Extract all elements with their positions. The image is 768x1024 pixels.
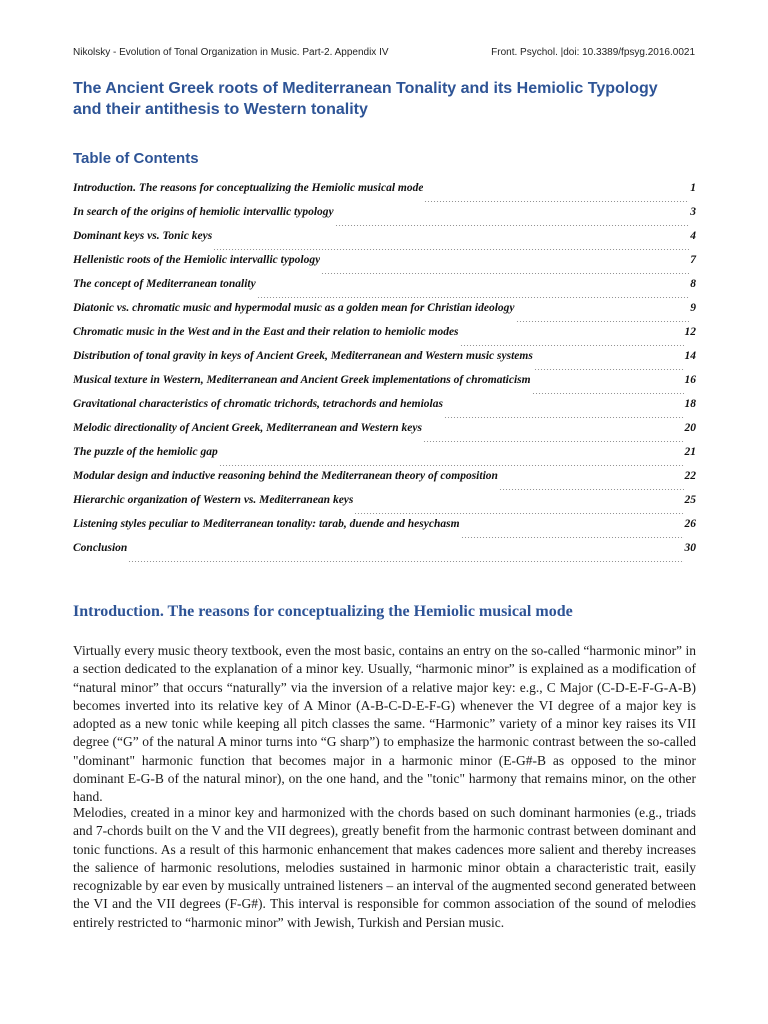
toc-entry-title: Modular design and inductive reasoning behind the Mediterranean theory of composition xyxy=(73,470,498,482)
toc-entry-9[interactable] xyxy=(73,374,696,398)
toc-entry-title: Chromatic music in the West and in the East and their relation to hemiolic modes xyxy=(73,326,459,338)
toc-heading: Table of Contents xyxy=(73,150,199,167)
toc-dot-leader xyxy=(257,297,690,298)
toc-entry-page: 18 xyxy=(684,398,696,410)
section-heading: Introduction. The reasons for conceptualizing the Hemiolic musical mode xyxy=(73,603,573,620)
toc-entry-page: 12 xyxy=(684,326,696,338)
toc-dot-leader xyxy=(534,369,684,370)
toc-entry-page: 21 xyxy=(684,446,696,458)
toc-entry-5[interactable] xyxy=(73,278,696,302)
toc-entry-1[interactable] xyxy=(73,182,696,206)
toc-entry-14[interactable] xyxy=(73,494,696,518)
toc-entry-title: Melodic directionality of Ancient Greek, Mediterranean and Western keys xyxy=(73,422,422,434)
toc-entry-title: Musical texture in Western, Mediterranean and Ancient Greek implementations of chromaticism xyxy=(73,374,531,386)
toc-entry-13[interactable] xyxy=(73,470,696,494)
toc-entry-page: 8 xyxy=(690,278,696,290)
toc-entry-title: The puzzle of the hemiolic gap xyxy=(73,446,218,458)
toc-entry-16[interactable] xyxy=(73,542,696,566)
toc-dot-leader xyxy=(219,465,684,466)
toc-entry-page: 22 xyxy=(684,470,696,482)
toc-dot-leader xyxy=(423,441,684,442)
toc-dot-leader xyxy=(532,393,684,394)
toc-entry-page: 3 xyxy=(690,206,696,218)
toc-entry-title: Distribution of tonal gravity in keys of Ancient Greek, Mediterranean and Western music systems xyxy=(73,350,533,362)
toc-dot-leader xyxy=(499,489,684,490)
toc-entry-title: In search of the origins of hemiolic intervallic typology xyxy=(73,206,334,218)
toc-entry-page: 20 xyxy=(684,422,696,434)
toc-entry-2[interactable] xyxy=(73,206,696,230)
toc-entry-title: Hellenistic roots of the Hemiolic intervallic typology xyxy=(73,254,321,266)
toc-entry-8[interactable] xyxy=(73,350,696,374)
toc-dot-leader xyxy=(460,345,684,346)
toc-entry-10[interactable] xyxy=(73,398,696,422)
toc-entry-page: 14 xyxy=(684,350,696,362)
toc-entry-3[interactable] xyxy=(73,230,696,254)
toc-dot-leader xyxy=(461,537,684,538)
toc-entry-page: 26 xyxy=(684,518,696,530)
toc-dot-leader xyxy=(213,249,689,250)
toc-entry-title: Gravitational characteristics of chromatic trichords, tetrachords and hemiolas xyxy=(73,398,443,410)
toc-entry-title: Dominant keys vs. Tonic keys xyxy=(73,230,213,242)
header-right: Front. Psychol. |doi: 10.3389/fpsyg.2016.0021 xyxy=(491,47,695,58)
toc-dot-leader xyxy=(128,561,683,562)
toc-dot-leader xyxy=(354,513,683,514)
toc-dot-leader xyxy=(516,321,690,322)
toc-dot-leader xyxy=(321,273,689,274)
toc-dot-leader xyxy=(444,417,684,418)
toc-entry-title: The concept of Mediterranean tonality xyxy=(73,278,256,290)
toc-dot-leader xyxy=(424,201,689,202)
toc-entry-title: Hierarchic organization of Western vs. Mediterranean keys xyxy=(73,494,354,506)
toc-entry-page: 4 xyxy=(690,230,696,242)
toc-entry-page: 1 xyxy=(690,182,696,194)
body-paragraph-2: Melodies, created in a minor key and harmonized with the chords based on such dominant harmonies (e.g., triads and 7-chords built on the V and the VII degrees), greatly benefit from the harmonic contrast between dominant and tonic functions. As a result of this harmonic enhancement that makes cadences more salient and thereby increases the salience of harmonic resolutions, melodies sustained in harmonic minor obtain a characteristic trait, easily recognizable by ear even by musically untrained listeners – an interval of the augmented second generated between the VI and the VII degrees (F-G#). This interval is responsible for common association of the sound of melodies entirely restricted to “harmonic minor” with Jewish, Turkish and Persian music. xyxy=(73,805,696,930)
toc-entry-title: Listening styles peculiar to Mediterranean tonality: tarab, duende and hesychasm xyxy=(73,518,460,530)
toc-entry-15[interactable] xyxy=(73,518,696,542)
toc-entry-page: 25 xyxy=(684,494,696,506)
toc-entry-4[interactable] xyxy=(73,254,696,278)
toc-entry-page: 30 xyxy=(684,542,696,554)
toc-dot-leader xyxy=(335,225,690,226)
toc-entry-title: Introduction. The reasons for conceptualizing the Hemiolic musical mode xyxy=(73,182,424,194)
toc-entry-page: 16 xyxy=(684,374,696,386)
toc-entry-11[interactable] xyxy=(73,422,696,446)
toc-entry-title: Diatonic vs. chromatic music and hypermodal music as a golden mean for Christian ideology xyxy=(73,302,515,314)
toc-entry-7[interactable] xyxy=(73,326,696,350)
toc-entry-12[interactable] xyxy=(73,446,696,470)
running-header xyxy=(73,47,695,58)
document-title: The Ancient Greek roots of Mediterranean Tonality and its Hemiolic Typology and their antithesis to Western tonality xyxy=(73,80,658,118)
header-left: Nikolsky - Evolution of Tonal Organization in Music. Part-2. Appendix IV xyxy=(73,47,389,58)
body-paragraph-1: Virtually every music theory textbook, even the most basic, contains an entry on the so-called “harmonic minor” in a section dedicated to the explanation of a minor key. Usually, “harmonic minor” is explained as a modification of “natural minor” that occurs “naturally” via the inversion of a relative major key: e.g., C Major (C-D-E-F-G-A-B) becomes inverted into its relative key of A Minor (A-B-C-D-E-F-G) whenever the VI degree of a major key is adopted as a new tonic while keeping all pitch classes the same. “Harmonic” variety of a minor key raises its VII degree (“G” of the natural A minor turns into “G sharp”) to emphasize the harmonic contrast between the so-called "dominant" harmonic function that becomes major in a harmonic minor (E-G#-B as opposed to the minor dominant E-G-B of the natural minor), on the one hand, and the "tonic" harmony that remains minor, on the other hand. xyxy=(73,643,696,805)
toc-entry-page: 9 xyxy=(690,302,696,314)
toc-entry-6[interactable] xyxy=(73,302,696,326)
toc-entry-page: 7 xyxy=(690,254,696,266)
table-of-contents xyxy=(73,182,696,566)
toc-entry-title: Conclusion xyxy=(73,542,128,554)
